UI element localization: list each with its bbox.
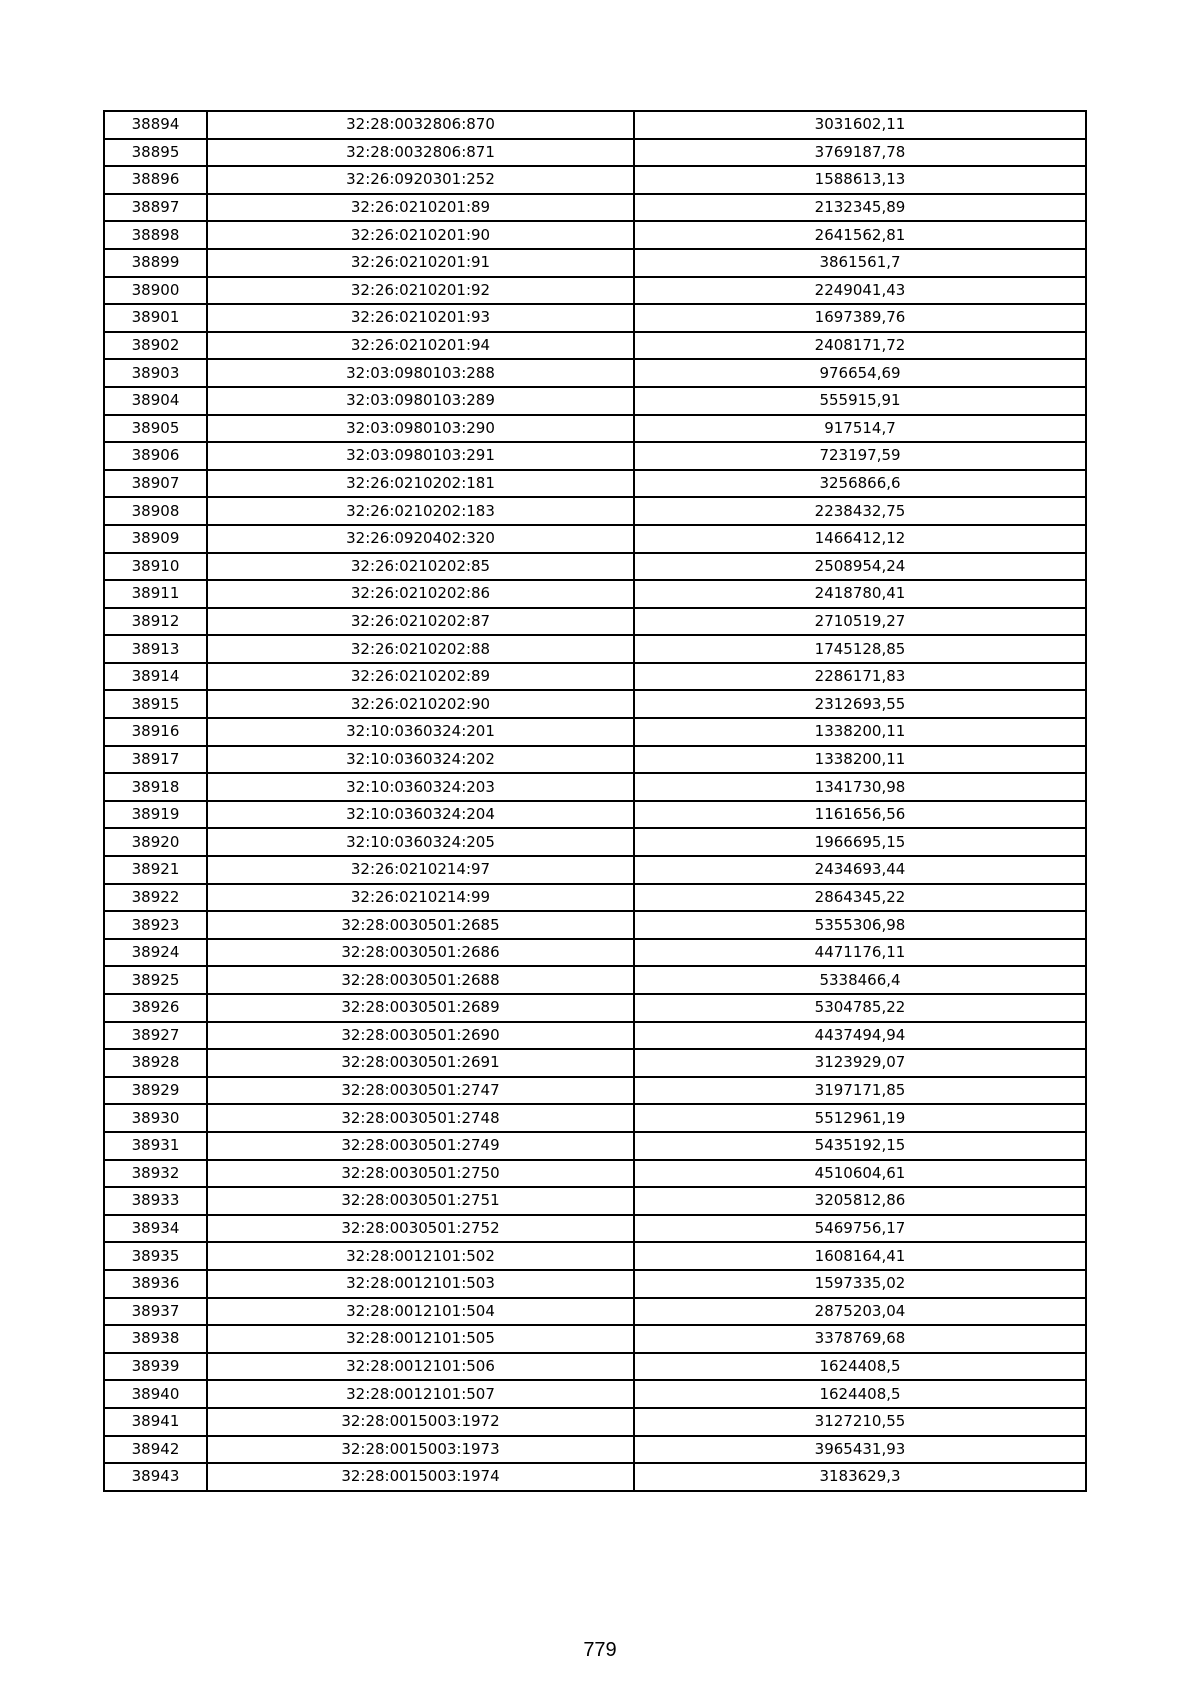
- table-row: [104, 442, 1086, 470]
- table-row: [104, 359, 1086, 387]
- row-number-cell: 38902: [104, 332, 207, 360]
- cadastral-value-cell: 3205812,86: [634, 1187, 1086, 1215]
- cadastral-value-cell: 3861561,7: [634, 249, 1086, 277]
- cadastral-value-cell: 1624408,5: [634, 1353, 1086, 1381]
- cadastral-value-cell: 5512961,19: [634, 1104, 1086, 1132]
- cadastral-number-cell: 32:26:0210201:89: [207, 194, 634, 222]
- table-row: [104, 690, 1086, 718]
- row-number-cell: 38943: [104, 1463, 207, 1491]
- row-number-cell: 38906: [104, 442, 207, 470]
- cadastral-number-cell: 32:26:0210202:87: [207, 608, 634, 636]
- cadastral-value-cell: 3197171,85: [634, 1077, 1086, 1105]
- cadastral-number-cell: 32:26:0210202:183: [207, 497, 634, 525]
- table-row: [104, 166, 1086, 194]
- table-row: [104, 387, 1086, 415]
- row-number-cell: 38929: [104, 1077, 207, 1105]
- cadastral-value-cell: 1588613,13: [634, 166, 1086, 194]
- cadastral-number-cell: 32:28:0012101:507: [207, 1380, 634, 1408]
- row-number-cell: 38903: [104, 359, 207, 387]
- table-row: [104, 1353, 1086, 1381]
- row-number-cell: 38937: [104, 1298, 207, 1326]
- cadastral-number-cell: 32:28:0012101:502: [207, 1242, 634, 1270]
- cadastral-number-cell: 32:10:0360324:203: [207, 773, 634, 801]
- page-number: 779: [583, 1639, 617, 1661]
- cadastral-number-cell: 32:26:0210202:88: [207, 635, 634, 663]
- row-number-cell: 38923: [104, 911, 207, 939]
- cadastral-value-cell: 3769187,78: [634, 139, 1086, 167]
- cadastral-number-cell: 32:10:0360324:201: [207, 718, 634, 746]
- table-row: [104, 773, 1086, 801]
- row-number-cell: 38920: [104, 828, 207, 856]
- row-number-cell: 38924: [104, 939, 207, 967]
- cadastral-value-cell: 3183629,3: [634, 1463, 1086, 1491]
- table-row: [104, 1132, 1086, 1160]
- row-number-cell: 38914: [104, 663, 207, 691]
- cadastral-value-table: [103, 110, 1087, 1492]
- table-row: [104, 718, 1086, 746]
- table-row: [104, 1463, 1086, 1491]
- row-number-cell: 38896: [104, 166, 207, 194]
- row-number-cell: 38912: [104, 608, 207, 636]
- table-row: [104, 249, 1086, 277]
- row-number-cell: 38925: [104, 966, 207, 994]
- cadastral-number-cell: 32:28:0030501:2751: [207, 1187, 634, 1215]
- row-number-cell: 38939: [104, 1353, 207, 1381]
- row-number-cell: 38938: [104, 1325, 207, 1353]
- cadastral-number-cell: 32:26:0210202:89: [207, 663, 634, 691]
- cadastral-number-cell: 32:28:0030501:2752: [207, 1215, 634, 1243]
- row-number-cell: 38904: [104, 387, 207, 415]
- table-row: [104, 1049, 1086, 1077]
- table-row: [104, 966, 1086, 994]
- table-row: [104, 332, 1086, 360]
- cadastral-value-cell: 5435192,15: [634, 1132, 1086, 1160]
- cadastral-value-cell: 2875203,04: [634, 1298, 1086, 1326]
- cadastral-number-cell: 32:28:0015003:1972: [207, 1408, 634, 1436]
- cadastral-value-cell: 5338466,4: [634, 966, 1086, 994]
- cadastral-number-cell: 32:28:0030501:2749: [207, 1132, 634, 1160]
- cadastral-number-cell: 32:26:0210201:94: [207, 332, 634, 360]
- cadastral-value-cell: 5355306,98: [634, 911, 1086, 939]
- cadastral-value-cell: 3378769,68: [634, 1325, 1086, 1353]
- cadastral-number-cell: 32:28:0030501:2750: [207, 1160, 634, 1188]
- row-number-cell: 38917: [104, 746, 207, 774]
- cadastral-value-cell: 3127210,55: [634, 1408, 1086, 1436]
- cadastral-value-cell: 2132345,89: [634, 194, 1086, 222]
- cadastral-value-cell: 2864345,22: [634, 884, 1086, 912]
- cadastral-value-cell: 1338200,11: [634, 718, 1086, 746]
- cadastral-number-cell: 32:28:0030501:2690: [207, 1022, 634, 1050]
- table-row: [104, 415, 1086, 443]
- cadastral-number-cell: 32:28:0012101:504: [207, 1298, 634, 1326]
- row-number-cell: 38907: [104, 470, 207, 498]
- cadastral-number-cell: 32:10:0360324:202: [207, 746, 634, 774]
- cadastral-value-cell: 2434693,44: [634, 856, 1086, 884]
- table-row: [104, 1436, 1086, 1464]
- cadastral-number-cell: 32:26:0920402:320: [207, 525, 634, 553]
- table-row: [104, 1215, 1086, 1243]
- row-number-cell: 38911: [104, 580, 207, 608]
- row-number-cell: 38898: [104, 221, 207, 249]
- cadastral-value-cell: 917514,7: [634, 415, 1086, 443]
- row-number-cell: 38940: [104, 1380, 207, 1408]
- table-row: [104, 1380, 1086, 1408]
- cadastral-value-cell: 2418780,41: [634, 580, 1086, 608]
- cadastral-number-cell: 32:26:0210201:92: [207, 277, 634, 305]
- row-number-cell: 38927: [104, 1022, 207, 1050]
- cadastral-number-cell: 32:28:0030501:2685: [207, 911, 634, 939]
- cadastral-value-cell: 976654,69: [634, 359, 1086, 387]
- cadastral-number-cell: 32:28:0015003:1973: [207, 1436, 634, 1464]
- cadastral-number-cell: 32:10:0360324:204: [207, 801, 634, 829]
- table-body: [104, 111, 1086, 1491]
- cadastral-number-cell: 32:26:0210214:99: [207, 884, 634, 912]
- row-number-cell: 38942: [104, 1436, 207, 1464]
- row-number-cell: 38913: [104, 635, 207, 663]
- table-row: [104, 1187, 1086, 1215]
- table-row: [104, 1408, 1086, 1436]
- row-number-cell: 38905: [104, 415, 207, 443]
- row-number-cell: 38931: [104, 1132, 207, 1160]
- row-number-cell: 38936: [104, 1270, 207, 1298]
- cadastral-value-cell: 1608164,41: [634, 1242, 1086, 1270]
- cadastral-number-cell: 32:26:0210202:90: [207, 690, 634, 718]
- table-row: [104, 277, 1086, 305]
- cadastral-value-cell: 4437494,94: [634, 1022, 1086, 1050]
- cadastral-number-cell: 32:10:0360324:205: [207, 828, 634, 856]
- table-row: [104, 1160, 1086, 1188]
- row-number-cell: 38928: [104, 1049, 207, 1077]
- table-row: [104, 856, 1086, 884]
- cadastral-value-cell: 3256866,6: [634, 470, 1086, 498]
- cadastral-number-cell: 32:26:0920301:252: [207, 166, 634, 194]
- cadastral-number-cell: 32:28:0030501:2686: [207, 939, 634, 967]
- table-row: [104, 828, 1086, 856]
- table-row: [104, 470, 1086, 498]
- cadastral-number-cell: 32:28:0012101:503: [207, 1270, 634, 1298]
- table-row: [104, 1022, 1086, 1050]
- row-number-cell: 38908: [104, 497, 207, 525]
- row-number-cell: 38918: [104, 773, 207, 801]
- cadastral-value-cell: 4471176,11: [634, 939, 1086, 967]
- row-number-cell: 38915: [104, 690, 207, 718]
- cadastral-number-cell: 32:28:0030501:2688: [207, 966, 634, 994]
- table-row: [104, 884, 1086, 912]
- cadastral-number-cell: 32:26:0210201:91: [207, 249, 634, 277]
- cadastral-value-cell: 1597335,02: [634, 1270, 1086, 1298]
- row-number-cell: 38935: [104, 1242, 207, 1270]
- row-number-cell: 38930: [104, 1104, 207, 1132]
- table-row: [104, 746, 1086, 774]
- table-row: [104, 663, 1086, 691]
- cadastral-number-cell: 32:28:0032806:870: [207, 111, 634, 139]
- cadastral-number-cell: 32:26:0210202:85: [207, 553, 634, 581]
- cadastral-number-cell: 32:28:0015003:1974: [207, 1463, 634, 1491]
- row-number-cell: 38932: [104, 1160, 207, 1188]
- cadastral-value-cell: 1161656,56: [634, 801, 1086, 829]
- cadastral-value-cell: 2249041,43: [634, 277, 1086, 305]
- cadastral-value-cell: 4510604,61: [634, 1160, 1086, 1188]
- cadastral-value-cell: 1338200,11: [634, 746, 1086, 774]
- cadastral-value-cell: 2641562,81: [634, 221, 1086, 249]
- row-number-cell: 38909: [104, 525, 207, 553]
- table-row: [104, 553, 1086, 581]
- cadastral-value-cell: 1624408,5: [634, 1380, 1086, 1408]
- row-number-cell: 38922: [104, 884, 207, 912]
- cadastral-value-cell: 555915,91: [634, 387, 1086, 415]
- cadastral-value-cell: 723197,59: [634, 442, 1086, 470]
- table-row: [104, 608, 1086, 636]
- cadastral-value-cell: 2710519,27: [634, 608, 1086, 636]
- table-row: [104, 525, 1086, 553]
- cadastral-value-cell: 2408171,72: [634, 332, 1086, 360]
- table-row: [104, 911, 1086, 939]
- table-row: [104, 580, 1086, 608]
- row-number-cell: 38921: [104, 856, 207, 884]
- cadastral-number-cell: 32:28:0012101:506: [207, 1353, 634, 1381]
- table-row: [104, 1077, 1086, 1105]
- table-row: [104, 139, 1086, 167]
- cadastral-number-cell: 32:26:0210202:181: [207, 470, 634, 498]
- table-row: [104, 1104, 1086, 1132]
- row-number-cell: 38941: [104, 1408, 207, 1436]
- row-number-cell: 38901: [104, 304, 207, 332]
- cadastral-number-cell: 32:26:0210214:97: [207, 856, 634, 884]
- cadastral-number-cell: 32:26:0210201:93: [207, 304, 634, 332]
- table-row: [104, 994, 1086, 1022]
- cadastral-value-cell: 1697389,76: [634, 304, 1086, 332]
- cadastral-number-cell: 32:03:0980103:288: [207, 359, 634, 387]
- row-number-cell: 38897: [104, 194, 207, 222]
- table-row: [104, 497, 1086, 525]
- cadastral-number-cell: 32:28:0032806:871: [207, 139, 634, 167]
- cadastral-value-cell: 1966695,15: [634, 828, 1086, 856]
- table-row: [104, 111, 1086, 139]
- cadastral-value-cell: 3031602,11: [634, 111, 1086, 139]
- cadastral-number-cell: 32:28:0030501:2748: [207, 1104, 634, 1132]
- row-number-cell: 38910: [104, 553, 207, 581]
- cadastral-value-cell: 1341730,98: [634, 773, 1086, 801]
- row-number-cell: 38899: [104, 249, 207, 277]
- cadastral-value-cell: 2286171,83: [634, 663, 1086, 691]
- table-row: [104, 1298, 1086, 1326]
- table-row: [104, 635, 1086, 663]
- table-row: [104, 1325, 1086, 1353]
- cadastral-value-cell: 5304785,22: [634, 994, 1086, 1022]
- cadastral-number-cell: 32:28:0030501:2689: [207, 994, 634, 1022]
- row-number-cell: 38934: [104, 1215, 207, 1243]
- cadastral-number-cell: 32:28:0012101:505: [207, 1325, 634, 1353]
- cadastral-number-cell: 32:03:0980103:291: [207, 442, 634, 470]
- cadastral-number-cell: 32:28:0030501:2691: [207, 1049, 634, 1077]
- row-number-cell: 38933: [104, 1187, 207, 1215]
- row-number-cell: 38919: [104, 801, 207, 829]
- table-row: [104, 939, 1086, 967]
- cadastral-value-cell: 1466412,12: [634, 525, 1086, 553]
- cadastral-value-cell: 2508954,24: [634, 553, 1086, 581]
- row-number-cell: 38916: [104, 718, 207, 746]
- cadastral-value-cell: 3123929,07: [634, 1049, 1086, 1077]
- cadastral-number-cell: 32:03:0980103:290: [207, 415, 634, 443]
- cadastral-value-cell: 2312693,55: [634, 690, 1086, 718]
- cadastral-value-cell: 5469756,17: [634, 1215, 1086, 1243]
- cadastral-value-cell: 1745128,85: [634, 635, 1086, 663]
- cadastral-value-cell: 3965431,93: [634, 1436, 1086, 1464]
- row-number-cell: 38900: [104, 277, 207, 305]
- table-row: [104, 1242, 1086, 1270]
- cadastral-number-cell: 32:26:0210202:86: [207, 580, 634, 608]
- table-row: [104, 304, 1086, 332]
- table-row: [104, 194, 1086, 222]
- cadastral-number-cell: 32:03:0980103:289: [207, 387, 634, 415]
- table-row: [104, 801, 1086, 829]
- row-number-cell: 38926: [104, 994, 207, 1022]
- cadastral-number-cell: 32:26:0210201:90: [207, 221, 634, 249]
- table-row: [104, 221, 1086, 249]
- cadastral-number-cell: 32:28:0030501:2747: [207, 1077, 634, 1105]
- row-number-cell: 38895: [104, 139, 207, 167]
- table-row: [104, 1270, 1086, 1298]
- cadastral-value-cell: 2238432,75: [634, 497, 1086, 525]
- row-number-cell: 38894: [104, 111, 207, 139]
